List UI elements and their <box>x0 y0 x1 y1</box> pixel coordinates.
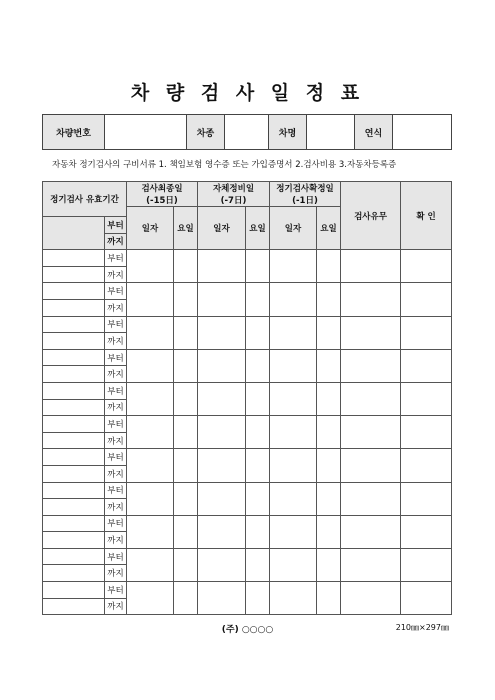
from-label: 부터 <box>105 382 127 399</box>
to-label: 까지 <box>105 399 127 416</box>
self-maint-date-field[interactable] <box>198 316 246 349</box>
from-label: 부터 <box>105 416 127 433</box>
to-label: 까지 <box>105 299 127 316</box>
vehicle-info-table <box>42 114 452 150</box>
self-maint-date-field[interactable] <box>198 416 246 449</box>
period-to-field[interactable] <box>43 532 105 549</box>
period-to-field[interactable] <box>43 598 105 615</box>
to-label: 까지 <box>105 266 127 283</box>
vehicle-type-label: 차종 <box>187 115 225 150</box>
confirm-field[interactable] <box>401 382 452 415</box>
self-maint-day-field[interactable] <box>246 316 270 349</box>
period-from-field[interactable] <box>43 250 105 267</box>
confirm-field[interactable] <box>401 283 452 316</box>
schedule-row <box>43 449 452 466</box>
to-label: 까지 <box>105 465 127 482</box>
from-label: 부터 <box>105 316 127 333</box>
period-to-field[interactable] <box>43 266 105 283</box>
self-maint-date-field[interactable] <box>198 382 246 415</box>
period-from-field[interactable] <box>43 349 105 366</box>
self-maint-day-field[interactable] <box>246 482 270 515</box>
period-header-blank <box>43 217 105 250</box>
period-from-field[interactable] <box>43 416 105 433</box>
confirm-day-field[interactable] <box>317 250 341 283</box>
confirm-day-field[interactable] <box>317 582 341 615</box>
confirm-day-field[interactable] <box>317 449 341 482</box>
confirm-date-field[interactable] <box>270 283 317 316</box>
from-label: 부터 <box>105 349 127 366</box>
deadline-date-header: 일자 <box>127 207 174 250</box>
model-year-label: 연식 <box>355 115 393 150</box>
self-maint-date-field[interactable] <box>198 548 246 581</box>
period-header: 정기검사 유효기간 <box>43 182 127 217</box>
inspected-field[interactable] <box>341 582 401 615</box>
confirm-date-field[interactable] <box>270 515 317 548</box>
confirm-field[interactable] <box>401 250 452 283</box>
vehicle-number-field[interactable] <box>105 115 187 150</box>
deadline-day-field[interactable] <box>174 250 198 283</box>
deadline-date-field[interactable] <box>127 349 174 382</box>
period-from-field[interactable] <box>43 582 105 599</box>
confirm-header: 확 인 <box>401 182 452 250</box>
period-from-field[interactable] <box>43 482 105 499</box>
inspection-schedule-table <box>42 181 452 615</box>
period-to-field[interactable] <box>43 499 105 516</box>
deadline-day-field[interactable] <box>174 349 198 382</box>
deadline-day-field[interactable] <box>174 283 198 316</box>
deadline-day-field[interactable] <box>174 316 198 349</box>
schedule-row <box>43 349 452 366</box>
inspected-field[interactable] <box>341 349 401 382</box>
self-maintenance-header: 자체정비일 (-7日) <box>198 182 270 207</box>
self-maint-date-header: 일자 <box>198 207 246 250</box>
to-label-header: 까지 <box>105 233 127 250</box>
vehicle-name-field[interactable] <box>307 115 355 150</box>
deadline-day-field[interactable] <box>174 548 198 581</box>
confirm-date-day-header: 요일 <box>317 207 341 250</box>
deadline-date-field[interactable] <box>127 316 174 349</box>
inspected-field[interactable] <box>341 482 401 515</box>
to-label: 까지 <box>105 565 127 582</box>
self-maint-date-field[interactable] <box>198 482 246 515</box>
inspected-field[interactable] <box>341 515 401 548</box>
period-from-field[interactable] <box>43 548 105 565</box>
deadline-date-field[interactable] <box>127 382 174 415</box>
self-maint-date-field[interactable] <box>198 582 246 615</box>
deadline-day-field[interactable] <box>174 382 198 415</box>
confirm-field[interactable] <box>401 515 452 548</box>
confirm-date-field[interactable] <box>270 316 317 349</box>
from-label: 부터 <box>105 250 127 267</box>
schedule-row <box>43 515 452 532</box>
self-maint-day-field[interactable] <box>246 382 270 415</box>
period-to-field[interactable] <box>43 299 105 316</box>
confirm-field[interactable] <box>401 582 452 615</box>
deadline-date-field[interactable] <box>127 482 174 515</box>
confirm-date-field[interactable] <box>270 416 317 449</box>
deadline-date-field[interactable] <box>127 548 174 581</box>
vehicle-number-label: 차량번호 <box>43 115 105 150</box>
schedule-row <box>43 582 452 599</box>
confirm-date-date-header: 일자 <box>270 207 317 250</box>
inspected-field[interactable] <box>341 449 401 482</box>
deadline-day-header: 요일 <box>174 207 198 250</box>
to-label: 까지 <box>105 532 127 549</box>
deadline-day-field[interactable] <box>174 582 198 615</box>
deadline-day-field[interactable] <box>174 449 198 482</box>
self-maint-day-header: 요일 <box>246 207 270 250</box>
self-maint-day-field[interactable] <box>246 548 270 581</box>
company-name: (주) ○○○○ <box>221 625 274 635</box>
period-from-field[interactable] <box>43 515 105 532</box>
period-from-field[interactable] <box>43 449 105 466</box>
deadline-date-field[interactable] <box>127 449 174 482</box>
inspected-field[interactable] <box>341 416 401 449</box>
confirm-day-field[interactable] <box>317 316 341 349</box>
self-maint-date-field[interactable] <box>198 250 246 283</box>
period-to-field[interactable] <box>43 366 105 383</box>
confirm-field[interactable] <box>401 548 452 581</box>
schedule-row <box>43 283 452 300</box>
schedule-row <box>43 316 452 333</box>
schedule-row <box>43 548 452 565</box>
period-from-field[interactable] <box>43 283 105 300</box>
period-to-field[interactable] <box>43 333 105 350</box>
to-label: 까지 <box>105 598 127 615</box>
vehicle-name-label: 차명 <box>269 115 307 150</box>
period-to-field[interactable] <box>43 432 105 449</box>
to-label: 까지 <box>105 333 127 350</box>
self-maint-date-field[interactable] <box>198 515 246 548</box>
deadline-header: 검사최종일 (-15日) <box>127 182 198 207</box>
deadline-day-field[interactable] <box>174 416 198 449</box>
confirm-date-field[interactable] <box>270 449 317 482</box>
from-label-header: 부터 <box>105 217 127 234</box>
self-maint-day-field[interactable] <box>246 449 270 482</box>
inspected-field[interactable] <box>341 250 401 283</box>
confirm-date-header: 정기검사확정일 (-1日) <box>270 182 341 207</box>
schedule-row <box>43 382 452 399</box>
confirm-day-field[interactable] <box>317 382 341 415</box>
confirm-field[interactable] <box>401 316 452 349</box>
confirm-day-field[interactable] <box>317 548 341 581</box>
deadline-date-field[interactable] <box>127 582 174 615</box>
inspected-field[interactable] <box>341 382 401 415</box>
period-to-field[interactable] <box>43 465 105 482</box>
to-label: 까지 <box>105 366 127 383</box>
from-label: 부터 <box>105 548 127 565</box>
confirm-date-field[interactable] <box>270 382 317 415</box>
confirm-field[interactable] <box>401 349 452 382</box>
required-documents-note: 자동차 정기검사의 구비서류 1. 책임보험 영수증 또는 가입증명서 2.검사비용 3.자동차등록증 <box>52 160 397 170</box>
from-label: 부터 <box>105 482 127 499</box>
inspected-field[interactable] <box>341 316 401 349</box>
confirm-field[interactable] <box>401 482 452 515</box>
to-label: 까지 <box>105 499 127 516</box>
self-maint-day-field[interactable] <box>246 582 270 615</box>
self-maint-day-field[interactable] <box>246 515 270 548</box>
confirm-date-field[interactable] <box>270 582 317 615</box>
paper-size: 210㎜×297㎜ <box>395 623 449 632</box>
period-from-field[interactable] <box>43 316 105 333</box>
from-label: 부터 <box>105 283 127 300</box>
self-maint-day-field[interactable] <box>246 416 270 449</box>
self-maint-day-field[interactable] <box>246 349 270 382</box>
confirm-day-field[interactable] <box>317 349 341 382</box>
deadline-date-field[interactable] <box>127 250 174 283</box>
confirm-date-field[interactable] <box>270 349 317 382</box>
deadline-date-field[interactable] <box>127 515 174 548</box>
deadline-date-field[interactable] <box>127 416 174 449</box>
inspected-field[interactable] <box>341 283 401 316</box>
confirm-date-field[interactable] <box>270 482 317 515</box>
confirm-day-field[interactable] <box>317 515 341 548</box>
period-to-field[interactable] <box>43 565 105 582</box>
self-maint-date-field[interactable] <box>198 349 246 382</box>
inspected-header: 검사유무 <box>341 182 401 250</box>
confirm-date-field[interactable] <box>270 548 317 581</box>
page-title: 차 량 검 사 일 정 표 <box>130 82 365 104</box>
model-year-field[interactable] <box>393 115 452 150</box>
self-maint-date-field[interactable] <box>198 283 246 316</box>
self-maint-date-field[interactable] <box>198 449 246 482</box>
confirm-field[interactable] <box>401 449 452 482</box>
confirm-day-field[interactable] <box>317 416 341 449</box>
period-to-field[interactable] <box>43 399 105 416</box>
schedule-row <box>43 250 452 267</box>
vehicle-type-field[interactable] <box>225 115 269 150</box>
confirm-day-field[interactable] <box>317 482 341 515</box>
to-label: 까지 <box>105 432 127 449</box>
from-label: 부터 <box>105 449 127 466</box>
from-label: 부터 <box>105 515 127 532</box>
inspected-field[interactable] <box>341 548 401 581</box>
self-maint-day-field[interactable] <box>246 250 270 283</box>
from-label: 부터 <box>105 582 127 599</box>
confirm-day-field[interactable] <box>317 283 341 316</box>
deadline-date-field[interactable] <box>127 283 174 316</box>
deadline-day-field[interactable] <box>174 515 198 548</box>
schedule-row <box>43 482 452 499</box>
confirm-date-field[interactable] <box>270 250 317 283</box>
self-maint-day-field[interactable] <box>246 283 270 316</box>
deadline-day-field[interactable] <box>174 482 198 515</box>
period-from-field[interactable] <box>43 382 105 399</box>
confirm-field[interactable] <box>401 416 452 449</box>
schedule-row <box>43 416 452 433</box>
